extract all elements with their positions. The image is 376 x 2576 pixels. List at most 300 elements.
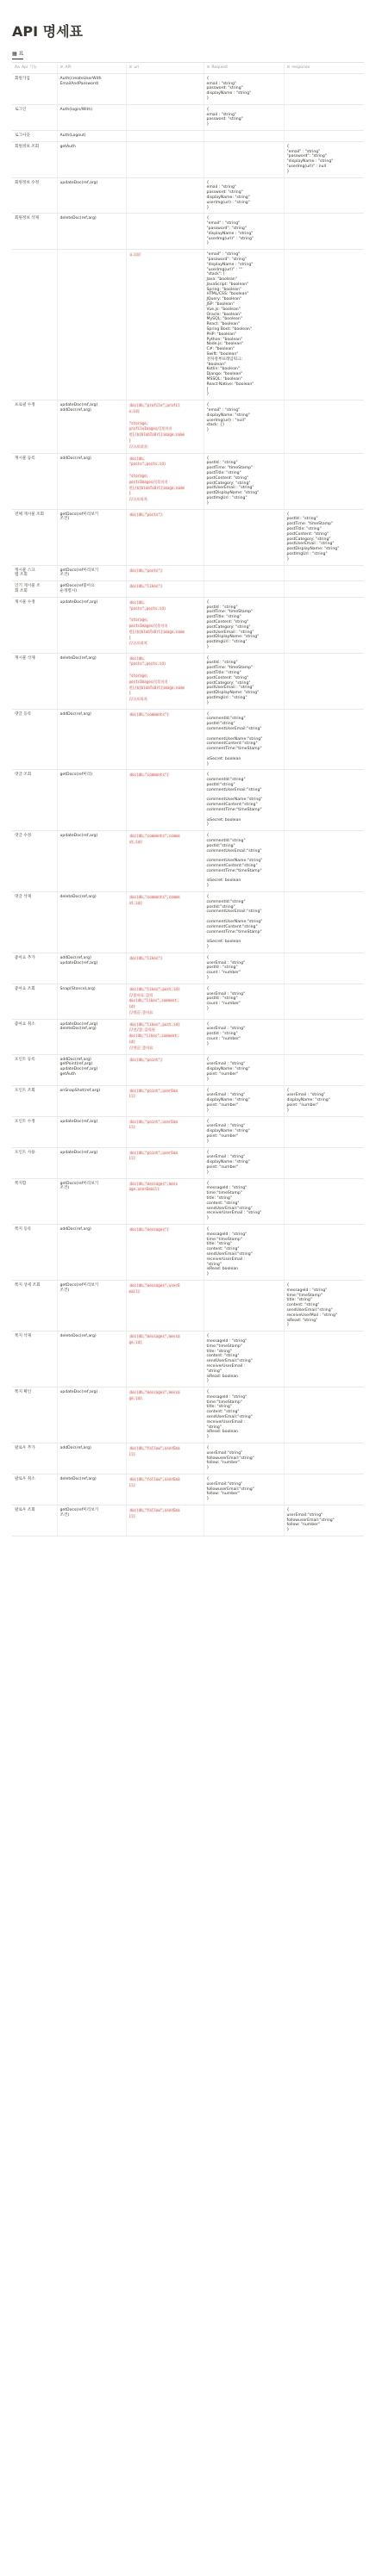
- cell-response[interactable]: [284, 953, 364, 984]
- request-text: { postId : "string" postTime: "timeStamp" postTitle: "string" postContent: "string" postCategory: "string" postUserEmail : "string" postDisplayName: "string" postImgUrl : "string" }: [206, 456, 260, 506]
- cell-request[interactable]: [204, 1387, 284, 1443]
- cell-response[interactable]: [284, 565, 364, 581]
- api-text: getDocs(ref미리보기 조건): [60, 1181, 99, 1191]
- uri-text: doc(db,"posts"): [129, 568, 163, 573]
- cell-request[interactable]: [204, 891, 284, 953]
- cell-api[interactable]: [57, 130, 126, 141]
- cell-uri[interactable]: [126, 1474, 204, 1505]
- text-icon: ≡: [128, 65, 133, 70]
- feature-text: 포인트 조회: [15, 1088, 35, 1093]
- request-text: { email : "string" password: "string" }: [206, 107, 243, 127]
- cell-request[interactable]: [204, 214, 284, 250]
- table-row[interactable]: [12, 1280, 364, 1331]
- cell-api[interactable]: [57, 831, 126, 892]
- cell-api[interactable]: [57, 1443, 126, 1474]
- cell-api[interactable]: [57, 653, 126, 709]
- text-icon: ≡: [60, 65, 64, 70]
- cell-uri[interactable]: [126, 214, 204, 250]
- table-icon: ▦: [12, 51, 17, 57]
- cell-feature[interactable]: [12, 891, 57, 953]
- cell-response[interactable]: [284, 1178, 364, 1224]
- cell-request[interactable]: [204, 770, 284, 831]
- table-row[interactable]: [12, 1178, 364, 1224]
- cell-response[interactable]: [284, 831, 364, 892]
- uri-text: doc(db,"likes",post.id) //전/좋 클릭된 doc(db,"likes",comment. id) //댓글 좋아요: [128, 1021, 180, 1050]
- cell-feature[interactable]: [12, 250, 57, 400]
- cell-uri[interactable]: [126, 1019, 204, 1054]
- api-text: updateDoc(ref,arg): [60, 599, 98, 605]
- api-text: Auth(createUserWith EmailAndPassword): [60, 76, 102, 86]
- cell-feature[interactable]: [12, 1224, 57, 1280]
- feature-text: 로그아웃: [15, 133, 30, 138]
- cell-api[interactable]: [57, 73, 126, 104]
- cell-response[interactable]: [284, 1505, 364, 1536]
- cell-feature[interactable]: [12, 1085, 57, 1116]
- cell-request[interactable]: [204, 581, 284, 598]
- cell-feature[interactable]: [12, 1387, 57, 1443]
- cell-feature[interactable]: [12, 709, 57, 770]
- view-tab-label: 표: [18, 51, 24, 57]
- cell-feature[interactable]: [12, 953, 57, 984]
- cell-feature[interactable]: [12, 1331, 57, 1387]
- uri-text: doc(db,"likes",post.id) //좋아요 클릭 doc(db,"likes",comment. id) //댓글 좋아요: [128, 986, 180, 1015]
- cell-request[interactable]: [204, 130, 284, 141]
- cell-feature[interactable]: [12, 214, 57, 250]
- feature-text: 회원정보 수정: [15, 180, 40, 185]
- cell-api[interactable]: [57, 1280, 126, 1331]
- cell-feature[interactable]: [12, 581, 57, 598]
- cell-response[interactable]: [284, 1331, 364, 1387]
- cell-response[interactable]: [284, 509, 364, 565]
- request-text: { userEmail : "string" displayName: "string" point: "number" }: [206, 1119, 250, 1144]
- table-row[interactable]: [12, 453, 364, 509]
- table-row[interactable]: [12, 1331, 364, 1387]
- table-row[interactable]: [12, 1054, 364, 1085]
- cell-request[interactable]: [204, 831, 284, 892]
- cell-feature[interactable]: [12, 1505, 57, 1536]
- table-row[interactable]: [12, 1019, 364, 1054]
- feature-text: 댓글 등록: [15, 711, 32, 717]
- cell-uri[interactable]: [126, 509, 204, 565]
- response-text: { userEmail:"string" followuserEmail:"string" follow: "number" }: [286, 1508, 335, 1533]
- cell-uri[interactable]: [126, 953, 204, 984]
- cell-api[interactable]: [57, 1147, 126, 1178]
- feature-text: 댓글 수정: [15, 834, 32, 839]
- cell-api[interactable]: [57, 1116, 126, 1147]
- request-text: { messageId : "string" time:"timeStamp" title: "string" content: "string" sendUserEmail:"string" receiverUserEmail : "string" isRead: boolean }: [206, 1226, 253, 1277]
- cell-api[interactable]: [57, 1331, 126, 1387]
- api-text: getDocs(ref미리보기 조건): [60, 568, 99, 578]
- cell-response[interactable]: [284, 453, 364, 509]
- cell-api[interactable]: [57, 1387, 126, 1443]
- feature-text: 쪽지 삭제: [15, 1334, 32, 1339]
- cell-request[interactable]: [204, 509, 284, 565]
- api-text: updateDoc(ref,arg) deleteDoc(ref,arg): [60, 1021, 98, 1032]
- cell-response[interactable]: [284, 891, 364, 953]
- cell-api[interactable]: [57, 1019, 126, 1054]
- feature-text: 회원가입: [15, 76, 30, 81]
- cell-api[interactable]: [57, 509, 126, 565]
- request-text: { postId : "string" postTime: "timeStamp" postTitle: "string" postContent: "string" postCategory: "string" postUserEmail : "string" postDisplayName: "string" postImgUrl : "string" }: [206, 655, 260, 705]
- table-row[interactable]: [12, 891, 364, 953]
- feature-text: 좋아요 조회: [15, 986, 35, 991]
- cell-uri[interactable]: [126, 1331, 204, 1387]
- uri-text: doc(db,"point",userEma il): [128, 1119, 178, 1130]
- cell-api[interactable]: [57, 141, 126, 177]
- cell-uri[interactable]: [126, 597, 204, 653]
- api-text: addDoc(ref,arg) getPoint(ref,arg) updateDoc(ref,arg) getAuth: [60, 1057, 98, 1077]
- uri-text: doc(db,"posts"): [129, 512, 163, 517]
- cell-uri[interactable]: [126, 104, 204, 130]
- uri-text: doc(db,"profile",profil e.id) "storage, profileImages/{후이지 번}/${blobToUrl}image.name } //스토리지: [128, 403, 185, 449]
- cell-uri[interactable]: [126, 1280, 204, 1331]
- table-row[interactable]: [12, 1085, 364, 1116]
- cell-api[interactable]: [57, 770, 126, 831]
- column-header[interactable]: ≡ uri: [126, 63, 204, 73]
- table-row[interactable]: [12, 1474, 364, 1505]
- feature-text: 포인트 수정: [15, 1119, 35, 1124]
- table-view-tab[interactable]: [12, 49, 23, 59]
- cell-uri[interactable]: [126, 177, 204, 214]
- table-row[interactable]: [12, 709, 364, 770]
- cell-request[interactable]: [204, 104, 284, 130]
- cell-api[interactable]: [57, 177, 126, 214]
- cell-response[interactable]: [284, 1443, 364, 1474]
- uri-text: doc(db,"point",userEma il): [128, 1150, 178, 1161]
- cell-api[interactable]: [57, 400, 126, 453]
- request-text: { commentId:"string" postId:"string" commentUserEmail:"string" commentUserName:"string" commentContent:"string" commentTime:"timeStamp" isSecret: boolean }: [206, 834, 263, 889]
- cell-request[interactable]: [204, 709, 284, 770]
- cell-request[interactable]: [204, 1474, 284, 1505]
- request-text: { userEmail : "string" postId : "string" count : "number" }: [206, 955, 246, 980]
- cell-api[interactable]: [57, 1085, 126, 1116]
- cell-request[interactable]: [204, 597, 284, 653]
- cell-feature[interactable]: [12, 1054, 57, 1085]
- cell-request[interactable]: [204, 177, 284, 214]
- cell-response[interactable]: [284, 177, 364, 214]
- cell-response[interactable]: [284, 141, 364, 177]
- feature-text: 게시물 스크 랩 조회: [15, 568, 35, 578]
- cell-api[interactable]: [57, 1474, 126, 1505]
- cell-feature[interactable]: [12, 104, 57, 130]
- cell-api[interactable]: [57, 214, 126, 250]
- column-header[interactable]: ≡ response: [284, 63, 364, 73]
- table-row[interactable]: [12, 509, 364, 565]
- cell-api[interactable]: [57, 709, 126, 770]
- cell-response[interactable]: [284, 1054, 364, 1085]
- table-row[interactable]: [12, 653, 364, 709]
- request-text: { userEmail:"string" followuserEmail:"string" follow: "number" }: [206, 1446, 254, 1471]
- cell-uri[interactable]: [126, 709, 204, 770]
- cell-feature[interactable]: [12, 597, 57, 653]
- feature-text: 댓글 조회: [15, 773, 32, 778]
- cell-feature[interactable]: [12, 653, 57, 709]
- table-row[interactable]: [12, 400, 364, 453]
- cell-response[interactable]: [284, 1019, 364, 1054]
- cell-feature[interactable]: [12, 73, 57, 104]
- cell-uri[interactable]: [126, 141, 204, 177]
- table-row[interactable]: [12, 141, 364, 177]
- cell-uri[interactable]: [126, 1054, 204, 1085]
- table-row[interactable]: [12, 1147, 364, 1178]
- cell-response[interactable]: [284, 73, 364, 104]
- cell-response[interactable]: [284, 1147, 364, 1178]
- column-header[interactable]: Aa Api 기능: [12, 63, 57, 73]
- feature-text: 쪽지 등록: [15, 1226, 32, 1232]
- table-row[interactable]: [12, 1505, 364, 1536]
- cell-response[interactable]: [284, 104, 364, 130]
- table-row[interactable]: [12, 130, 364, 141]
- table-row[interactable]: [12, 73, 364, 104]
- cell-api[interactable]: [57, 597, 126, 653]
- cell-feature[interactable]: [12, 453, 57, 509]
- cell-uri[interactable]: [126, 1443, 204, 1474]
- uri-text: doc(db,"messages",messa ge.id): [128, 1334, 180, 1344]
- cell-feature[interactable]: [12, 509, 57, 565]
- request-text: { email : "string" password: "string" displayName: "string" userImg(url) : "string" }: [206, 180, 250, 210]
- table-row[interactable]: [12, 104, 364, 130]
- api-text: deleteDoc(ref,arg): [60, 655, 97, 661]
- api-text: addDoc(ref,arg): [60, 1226, 91, 1232]
- cell-request[interactable]: [204, 984, 284, 1019]
- cell-api[interactable]: [57, 1505, 126, 1536]
- uri-text: u.id/: [129, 252, 141, 258]
- api-text: deleteDoc(ref,arg): [60, 894, 97, 899]
- cell-response[interactable]: [284, 1387, 364, 1443]
- cell-uri[interactable]: [126, 1387, 204, 1443]
- request-text: { commentId:"string" postId:"string" commentUserEmail:"string" commentUserName:"string" commentContent:"string" commentTime:"timeStamp" isSecret: boolean }: [206, 773, 263, 828]
- uri-text: doc(db,"follow",userEma il): [128, 1477, 180, 1487]
- feature-text: 포인트 사용: [15, 1150, 35, 1155]
- cell-uri[interactable]: [126, 1178, 204, 1224]
- cell-uri[interactable]: [126, 73, 204, 104]
- view-tab[interactable]: [12, 49, 364, 63]
- cell-response[interactable]: [284, 250, 364, 400]
- uri-text: doc(db,"point"): [129, 1057, 163, 1062]
- cell-uri[interactable]: [126, 250, 204, 400]
- cell-response[interactable]: [284, 1280, 364, 1331]
- text-icon: Aa: [15, 65, 20, 70]
- request-text: { userEmail : "string" displayName: "string" point: "number" }: [206, 1057, 250, 1082]
- cell-feature[interactable]: [12, 1147, 57, 1178]
- table-row[interactable]: [12, 1224, 364, 1280]
- cell-response[interactable]: [284, 1474, 364, 1505]
- table-row[interactable]: [12, 953, 364, 984]
- cell-uri[interactable]: [126, 453, 204, 509]
- cell-response[interactable]: [284, 581, 364, 598]
- cell-uri[interactable]: [126, 581, 204, 598]
- cell-uri[interactable]: [126, 1085, 204, 1116]
- cell-uri[interactable]: [126, 891, 204, 953]
- feature-text: 게시물 수정: [15, 599, 35, 605]
- cell-request[interactable]: [204, 1085, 284, 1116]
- table-row[interactable]: [12, 565, 364, 581]
- cell-api[interactable]: [57, 984, 126, 1019]
- cell-request[interactable]: [204, 1116, 284, 1147]
- api-text: updateDoc(ref,arg): [60, 834, 98, 839]
- cell-request[interactable]: [204, 400, 284, 453]
- cell-request[interactable]: [204, 1178, 284, 1224]
- request-text: { userEmail : "string" displayName: "string" point: "number" }: [206, 1150, 250, 1175]
- cell-api[interactable]: [57, 250, 126, 400]
- cell-response[interactable]: [284, 984, 364, 1019]
- api-text: updateDoc(ref,arg): [60, 1390, 98, 1395]
- cell-request[interactable]: [204, 565, 284, 581]
- column-header[interactable]: ≡ API: [57, 63, 126, 73]
- feature-text: 좋아요 추가: [15, 955, 35, 960]
- request-text: { userEmail:"string" followuserEmail:"string" follow: "number" }: [206, 1477, 254, 1502]
- cell-api[interactable]: [57, 565, 126, 581]
- cell-response[interactable]: [284, 400, 364, 453]
- cell-request[interactable]: [204, 1331, 284, 1387]
- cell-api[interactable]: [57, 1224, 126, 1280]
- cell-uri[interactable]: [126, 1505, 204, 1536]
- request-text: { "email" : "string" displayName: "string" userImg(url) : "null" stack: {} }: [206, 403, 250, 433]
- table-row[interactable]: [12, 177, 364, 214]
- uri-text: doc(db,"comments",comme nt.id): [128, 834, 180, 844]
- uri-text: doc(db,"messages",mess age.userEmail): [128, 1181, 178, 1192]
- feature-text: 팔로우 조회: [15, 1508, 35, 1513]
- cell-uri[interactable]: [126, 130, 204, 141]
- cell-request[interactable]: [204, 1019, 284, 1054]
- column-header[interactable]: ≡ Request: [204, 63, 284, 73]
- uri-text: doc(db,"comments",comme nt.id): [128, 894, 180, 905]
- table-row[interactable]: [12, 831, 364, 892]
- cell-request[interactable]: [204, 1505, 284, 1536]
- api-text: deleteDoc(ref,arg): [60, 216, 97, 221]
- cell-feature[interactable]: [12, 565, 57, 581]
- cell-request[interactable]: [204, 953, 284, 984]
- request-text: { messageId : "string" time:"timeStamp" title: "string" content: "string" sendUserEmail:"string" receiverUserEmail : "string" isRead: boolean }: [206, 1390, 253, 1440]
- api-text: updateDoc(ref,arg): [60, 1150, 98, 1155]
- cell-response[interactable]: [284, 214, 364, 250]
- api-text: Auth(Logout): [60, 133, 86, 138]
- cell-response[interactable]: [284, 130, 364, 141]
- cell-request[interactable]: [204, 653, 284, 709]
- api-text: addDoc(ref,arg): [60, 711, 91, 717]
- cell-response[interactable]: [284, 597, 364, 653]
- cell-response[interactable]: [284, 1116, 364, 1147]
- request-text: { postId : "string" postTime: "timeStamp" postTitle: "string" postContent: "string" postCategory: "string" postUserEmail : "string" postDisplayName: "string" postImgUrl : "string" }: [206, 599, 260, 649]
- text-icon: ≡: [286, 65, 291, 70]
- cell-request[interactable]: [204, 141, 284, 177]
- cell-uri[interactable]: [126, 770, 204, 831]
- cell-response[interactable]: [284, 653, 364, 709]
- request-text: "email" : "string" "password": "string" "displayName : "string" "userImg(url)" : "" "stack": [ Java: "boolean" JavaScript: "boolean" Spring: "boolean" HTML/CSS: "boolean" JQuery: "boolean" JSP: "boolean" Vue.js: "boolean" Oracle: "boolean" MySQL: "boolean" React: "boolean" Spring Boot: "boolean" PHP: "boolean" Python: "boolean" Node.js: "boolean" C#: "boolean" Swift: "boolean" 전자정부프레임워크: "boolean" Kotlin: "boolean" Django: "boolean" MSSQL: "boolean" React Native: "boolean" ] }: [206, 252, 254, 397]
- cell-api[interactable]: [57, 104, 126, 130]
- cell-request[interactable]: [204, 1280, 284, 1331]
- cell-response[interactable]: [284, 709, 364, 770]
- feature-text: 로그인: [15, 107, 27, 112]
- table-row[interactable]: [12, 984, 364, 1019]
- cell-feature[interactable]: [12, 1474, 57, 1505]
- cell-uri[interactable]: [126, 653, 204, 709]
- cell-feature[interactable]: [12, 141, 57, 177]
- api-text: getDocs(ref미리): [60, 773, 93, 778]
- cell-uri[interactable]: [126, 1147, 204, 1178]
- table-row[interactable]: [12, 770, 364, 831]
- request-text: { commentId:"string" postId:"string" commentUserEmail:"string" commentUserName:"string" commentContent:"string" commentTime:"timeStamp" isSecret: boolean }: [206, 711, 263, 767]
- cell-uri[interactable]: [126, 984, 204, 1019]
- api-text: addDoc(ref,arg): [60, 1446, 91, 1451]
- cell-feature[interactable]: [12, 1178, 57, 1224]
- cell-feature[interactable]: [12, 1116, 57, 1147]
- table-row[interactable]: [12, 1387, 364, 1443]
- api-text: addDoc(ref,arg): [60, 456, 91, 461]
- cell-feature[interactable]: [12, 130, 57, 141]
- table-row[interactable]: [12, 250, 364, 400]
- api-text: getDocs(ref좋아요 순정렬시): [60, 584, 95, 593]
- api-text: getDocs(ref미리보기 조건): [60, 1508, 99, 1518]
- cell-feature[interactable]: [12, 984, 57, 1019]
- table-row[interactable]: [12, 214, 364, 250]
- api-text: getAuth: [60, 144, 76, 149]
- feature-text: 전체 게시물 조회: [15, 512, 44, 517]
- cell-api[interactable]: [57, 1054, 126, 1085]
- page-title: API 명세표: [12, 23, 84, 40]
- cell-response[interactable]: [284, 1085, 364, 1116]
- table-row[interactable]: [12, 597, 364, 653]
- cell-response[interactable]: [284, 770, 364, 831]
- uri-text: doc(db,"likes"): [129, 955, 163, 960]
- uri-text: doc(db,"comments"): [129, 711, 169, 717]
- cell-api[interactable]: [57, 453, 126, 509]
- cell-request[interactable]: [204, 1224, 284, 1280]
- feature-text: 쪽지 상세 조회: [15, 1282, 41, 1288]
- cell-request[interactable]: [204, 1054, 284, 1085]
- cell-feature[interactable]: [12, 400, 57, 453]
- cell-feature[interactable]: [12, 1019, 57, 1054]
- cell-feature[interactable]: [12, 770, 57, 831]
- uri-text: doc(db, "posts",posts.id) "storage, postsImages/{후이지 번}/${blobToUrl}image.name } //스토리지: [128, 599, 185, 646]
- cell-uri[interactable]: [126, 400, 204, 453]
- cell-uri[interactable]: [126, 831, 204, 892]
- cell-request[interactable]: [204, 1443, 284, 1474]
- cell-feature[interactable]: [12, 831, 57, 892]
- api-spec-table: [12, 63, 364, 1536]
- table-row[interactable]: [12, 1443, 364, 1474]
- cell-feature[interactable]: [12, 177, 57, 214]
- cell-request[interactable]: [204, 453, 284, 509]
- cell-api[interactable]: [57, 953, 126, 984]
- cell-request[interactable]: [204, 73, 284, 104]
- response-text: { "email" : "string" "password": "string" "displayName : "string" "userImg(url)" : null }: [286, 144, 334, 174]
- cell-feature[interactable]: [12, 1443, 57, 1474]
- api-text: getDocs(ref미리보기 조건): [60, 1282, 99, 1293]
- cell-request[interactable]: [204, 250, 284, 400]
- cell-uri[interactable]: [126, 565, 204, 581]
- uri-text: doc(db,"follow",userEma il): [128, 1508, 180, 1518]
- feature-text: 프로필 수정: [15, 403, 35, 408]
- feature-text: 게시물 삭제: [15, 655, 35, 661]
- cell-uri[interactable]: [126, 1116, 204, 1147]
- table-row[interactable]: [12, 581, 364, 598]
- feature-text: 인기 게시물 조 회 조회: [15, 584, 41, 593]
- cell-uri[interactable]: [126, 1224, 204, 1280]
- table-row[interactable]: [12, 1116, 364, 1147]
- cell-api[interactable]: [57, 891, 126, 953]
- feature-text: 좋아요 취소: [15, 1021, 35, 1027]
- cell-feature[interactable]: [12, 1280, 57, 1331]
- cell-response[interactable]: [284, 1224, 364, 1280]
- cell-api[interactable]: [57, 581, 126, 598]
- api-text: updateDoc(ref,arg): [60, 180, 98, 185]
- api-text: Snap(Stoncel,arg): [60, 986, 96, 991]
- cell-request[interactable]: [204, 1147, 284, 1178]
- feature-text: 쪽지 확인: [15, 1390, 32, 1395]
- feature-text: 댓글 삭제: [15, 894, 32, 899]
- cell-api[interactable]: [57, 1178, 126, 1224]
